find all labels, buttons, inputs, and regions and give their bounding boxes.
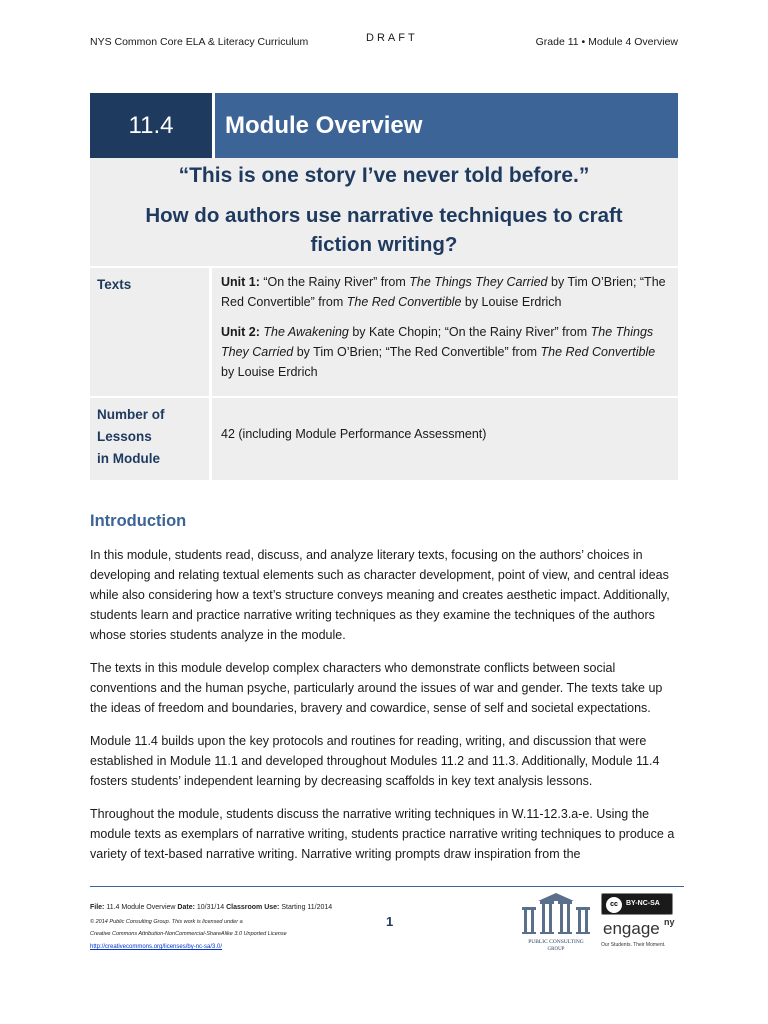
footer-file-info [90, 904, 332, 911]
lessons-label-line: Number of [97, 407, 165, 422]
lessons-label-line: Lessons [97, 429, 152, 444]
pcg-subname: GROUP [547, 947, 565, 952]
unit1-title-b: The Red Convertible [346, 295, 462, 309]
engageny-logo-suffix: ny [664, 917, 675, 927]
lessons-label-line: in Module [97, 451, 160, 466]
classroom-use-value: Starting 11/2014 [281, 904, 333, 911]
lessons-row [90, 398, 678, 480]
unit2-title-b: The Things They Carried [221, 325, 654, 359]
license-link[interactable]: http://creativecommons.org/licenses/by-nc-sa/3.0/ [90, 944, 223, 950]
module-banner [90, 93, 678, 158]
creative-commons-badge [601, 893, 673, 915]
date-value: 10/31/14 [196, 904, 225, 911]
lessons-label [90, 398, 212, 480]
classroom-use-label: Classroom Use: [226, 904, 280, 911]
unit2-texts [221, 322, 671, 382]
engageny-tagline: Our Students. Their Moment. [601, 942, 666, 948]
cc-icon: cc [606, 897, 622, 913]
unit1-title-a: The Things They Carried [409, 275, 548, 289]
unit2-text-a: by Kate Chopin; “On the Rainy River” from [348, 325, 591, 339]
intro-paragraph: In this module, students read, discuss, and analyze literary texts, focusing on the authors’ choices in developing and relating textual elements such as character development, point of view, and central ideas while also considering how a text’s structure conveys meaning and creates aesthetic impact. Additionally, students learn and practice narrative writing techniques as they examine the techniques of the authors whose stories students analyze in the module. [90, 548, 670, 642]
curriculum-name: NYS Common Core ELA & Literacy Curriculum [90, 36, 309, 48]
unit2-text-b: by Tim O’Brien; “The Red Convertible” from [293, 345, 541, 359]
unit2-title-a: The Awakening [263, 325, 349, 339]
texts-row [90, 268, 678, 396]
intro-paragraph: The texts in this module develop complex characters who demonstrate conflicts between social conventions and the human psyche, particularly around the issues of war and gender. The texts take up the ideas of freedom and boundaries, bravery and cowardice, sense of self and societal expectations. [90, 661, 663, 715]
intro-paragraph: Module 11.4 builds upon the key protocols and routines for reading, writing, and discussion that were established in Module 11.1 and developed throughout Modules 11.2 and 11.3. Additionally, Module 11.4 fosters students’ independent learning by decreasing scaffolds in key text analysis lessons. [90, 734, 660, 788]
page-number: 1 [386, 914, 394, 929]
unit2-label: Unit 2: [221, 325, 260, 339]
unit1-texts [221, 272, 671, 312]
file-label: File: [90, 904, 105, 911]
module-title: Module Overview [225, 111, 423, 139]
module-number: 11.4 [90, 93, 212, 158]
draft-label: DRAFT [366, 32, 418, 44]
page-header [90, 32, 678, 52]
unit1-label: Unit 1: [221, 275, 260, 289]
unit1-text-a: “On the Rainy River” from [263, 275, 410, 289]
essential-question: How do authors use narrative techniques to craft fiction writing? [145, 204, 623, 256]
date-label: Date: [177, 904, 195, 911]
unit2-text-c: by Louise Erdrich [221, 365, 318, 379]
unit1-text-c: by Louise Erdrich [461, 295, 562, 309]
footer-rule [90, 886, 684, 887]
pcg-columns-logo [516, 893, 596, 955]
file-value: 11.4 Module Overview [106, 904, 176, 911]
texts-label: Texts [90, 268, 212, 396]
banner-divider [212, 93, 215, 158]
lessons-count: 42 (including Module Performance Assessment) [221, 427, 487, 441]
grade-module-label: Grade 11 • Module 4 Overview [535, 36, 678, 48]
essential-question-box [90, 158, 678, 266]
intro-paragraph: Throughout the module, students discuss the narrative writing techniques in W.11-12.3.a-e. Using the module texts as exemplars of narrative writing, students practice narrative writing techniques to produce a variety of text-based narrative writing. Narrative writing prompts draw inspiration from the [90, 807, 675, 861]
unit1-text-b: by Tim O’Brien; “The Red Convertible” from [221, 275, 666, 309]
cc-license-label: BY-NC-SA [626, 900, 660, 907]
pcg-name: PUBLIC CONSULTING [528, 939, 584, 945]
module-quote: “This is one story I’ve never told before.” [178, 164, 590, 187]
license-line: Creative Commons Attribution-NonCommercial-ShareAlike 3.0 Unported License [90, 931, 287, 937]
unit2-title-c: The Red Convertible [540, 345, 656, 359]
introduction-heading: Introduction [90, 512, 187, 530]
engageny-logo: engage [603, 919, 660, 938]
license-line: © 2014 Public Consulting Group. This work is licensed under a [90, 919, 243, 925]
